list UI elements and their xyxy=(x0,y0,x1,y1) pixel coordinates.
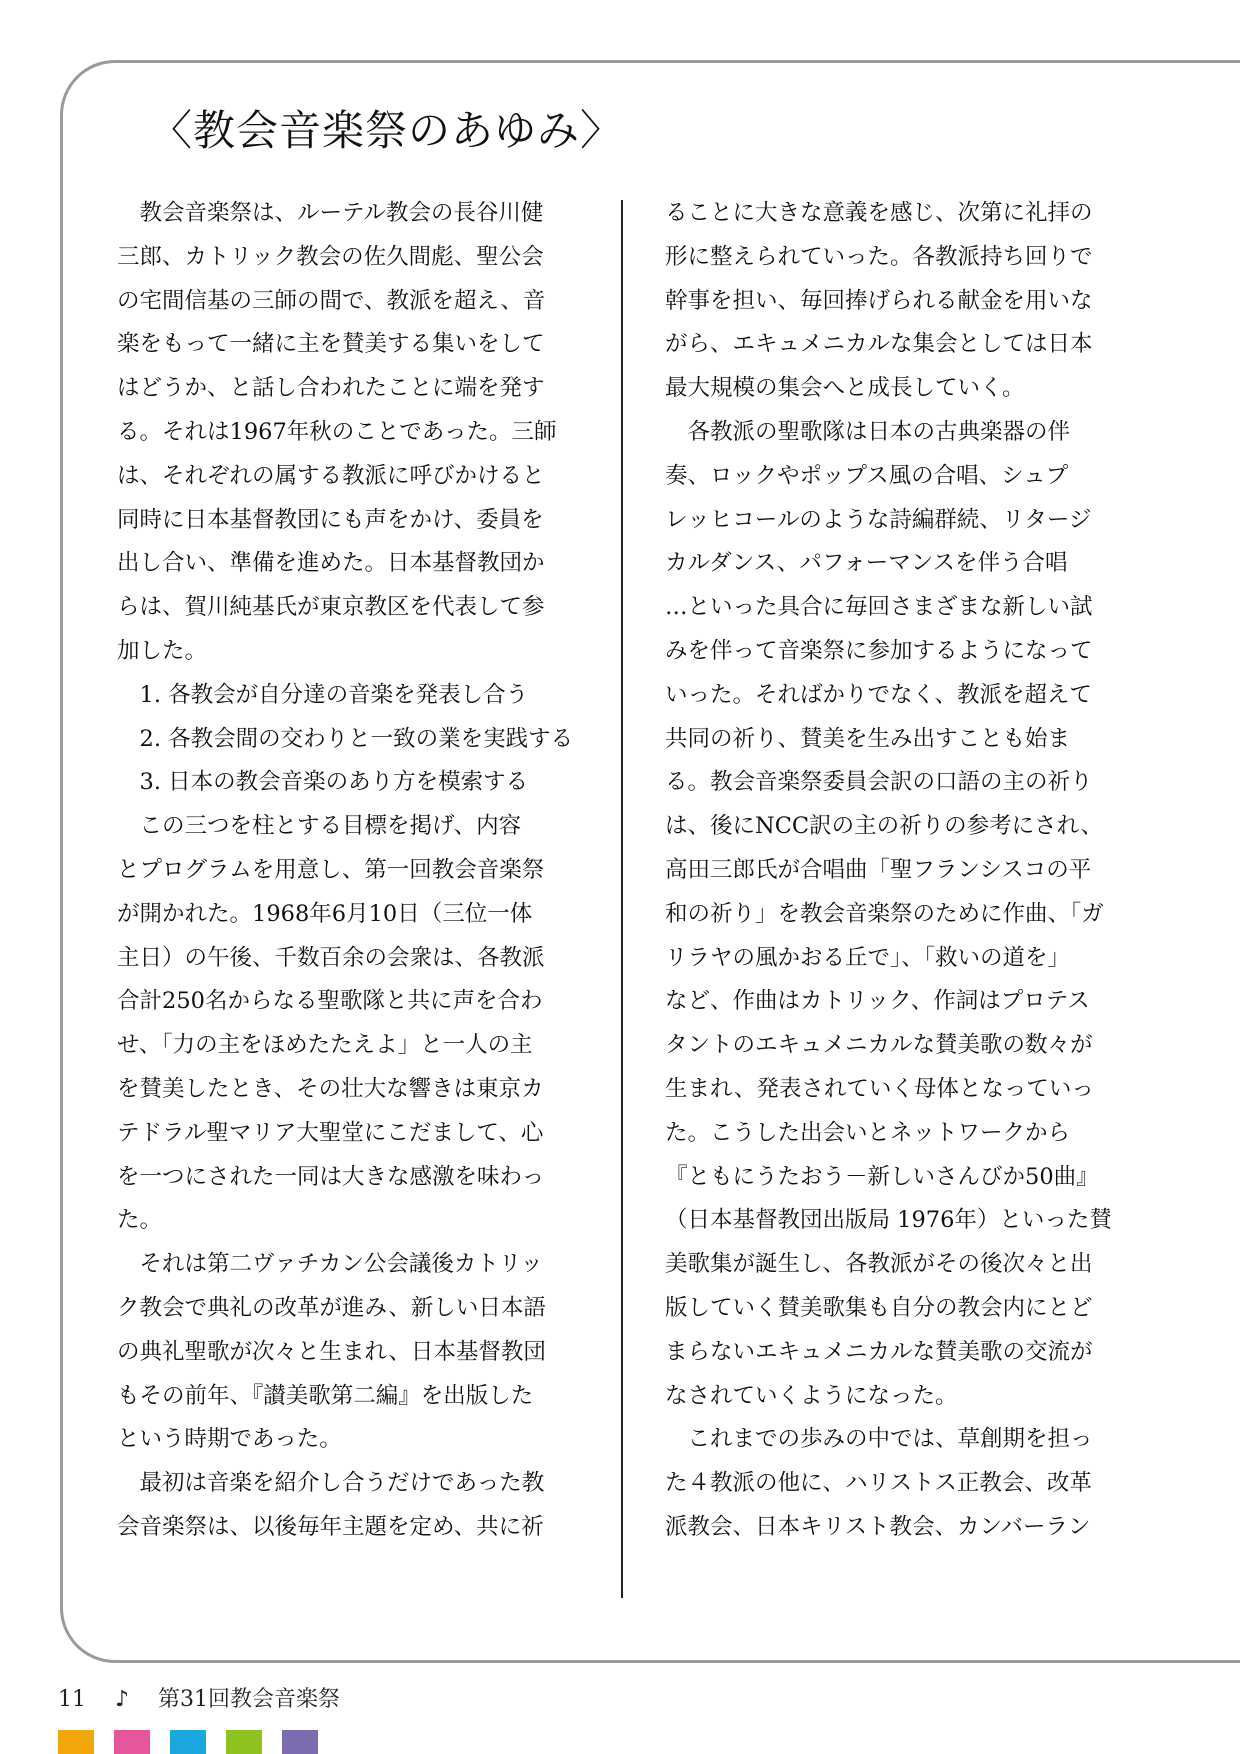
text-line: た。 xyxy=(117,1207,163,1234)
text-line: 会音楽祭は、以後毎年主題を定め、共に祈 xyxy=(117,1513,544,1540)
right-column xyxy=(665,192,1127,1550)
text-line: た４教派の他に、ハリストス正教会、改革 xyxy=(665,1470,1092,1497)
text-line: 主日）の午後、千数百余の会衆は、各教派 xyxy=(117,944,545,971)
text-line: リラヤの風かおる丘で」、「救いの道を」 xyxy=(665,944,1071,971)
text-line: ることに大きな意義を感じ、次第に礼拝の xyxy=(665,200,1093,226)
text-line: る。それは1967年秋のことであった。三師 xyxy=(117,418,557,445)
text-line: の宅間信基の三師の間で、教派を超え、音 xyxy=(117,287,546,314)
color-swatches xyxy=(58,1730,338,1754)
publication-name: 第31回教会音楽祭 xyxy=(158,1687,341,1712)
text-line: とプログラムを用意し、第一回教会音楽祭 xyxy=(117,856,545,883)
text-line: らは、賀川純基氏が東京教区を代表して参 xyxy=(117,594,545,621)
text-line: など、作曲はカトリック、作詞はプロテス xyxy=(665,988,1090,1015)
text-line: 派教会、日本キリスト教会、カンバーラン xyxy=(665,1513,1091,1540)
text-line: という時期であった。 xyxy=(117,1426,342,1453)
text-line: 最大規模の集会へと成長していく。 xyxy=(665,375,1025,402)
color-swatch xyxy=(114,1730,150,1754)
text-line: 和の祈り」を教会音楽祭のために作曲、「ガ xyxy=(665,900,1104,927)
text-line: 同時に日本基督教団にも声をかけ、委員を xyxy=(117,506,544,533)
text-line: それは第二ヴァチカン公会議後カトリッ xyxy=(117,1251,543,1278)
text-line: を一つにされた一同は大きな感激を味わっ xyxy=(117,1163,545,1190)
text-line: テドラル聖マリア大聖堂にこだまして、心 xyxy=(117,1119,544,1146)
text-line: せ、「力の主をほめたたえよ」と一人の主 xyxy=(117,1032,533,1059)
text-line: 合計250名からなる聖歌隊と共に声を合わ xyxy=(117,988,543,1015)
color-swatch xyxy=(226,1730,262,1754)
text-line: レッヒコールのような詩編群続、リタージ xyxy=(665,506,1092,533)
text-line: 各教派の聖歌隊は日本の古典楽器の伴 xyxy=(665,418,1071,445)
text-line: る。教会音楽祭委員会訳の口語の主の祈り xyxy=(665,769,1093,796)
text-line: 楽をもって一緒に主を賛美する集いをして xyxy=(117,331,545,358)
page-title: 〈教会音楽祭のあゆみ〉 xyxy=(150,106,624,155)
text-line: ク教会で典礼の改革が進み、新しい日本語 xyxy=(117,1294,546,1321)
text-line: まらないエキュメニカルな賛美歌の交流が xyxy=(665,1338,1093,1365)
page-number: 11 xyxy=(58,1687,86,1712)
music-note-icon: ♪ xyxy=(115,1687,130,1712)
text-line: 出し合い、準備を進めた。日本基督教団か xyxy=(117,550,545,577)
text-line: 美歌集が誕生し、各教派がその後次々と出 xyxy=(665,1251,1093,1278)
text-line: 幹事を担い、毎回捧げられる献金を用いな xyxy=(665,287,1093,314)
page-footer xyxy=(58,1682,362,1713)
text-line: がら、エキュメニカルな集会としては日本 xyxy=(665,331,1093,358)
color-swatch xyxy=(282,1730,318,1754)
text-line: いった。そればかりでなく、教派を超えて xyxy=(665,681,1093,708)
text-line: もその前年、『讃美歌第二編』を出版した xyxy=(117,1382,534,1409)
goal-item-3: 3. 日本の教会音楽のあり方を模索する xyxy=(117,769,529,796)
text-line: 加した。 xyxy=(117,637,208,664)
text-line: 形に整えられていった。各教派持ち回りで xyxy=(665,243,1093,270)
goal-item-2: 2. 各教会間の交わりと一致の業を実践する xyxy=(117,725,574,752)
text-line: はどうか、と話し合われたことに端を発す xyxy=(117,375,545,402)
text-line: を賛美したとき、その壮大な響きは東京カ xyxy=(117,1075,544,1102)
text-line: これまでの歩みの中では、草創期を担っ xyxy=(665,1426,1093,1453)
text-line: カルダンス、パフォーマンスを伴う合唱 xyxy=(665,550,1068,577)
text-line: 奏、ロックやポップス風の合唱、シュプ xyxy=(665,462,1069,489)
text-line: なされていくようになった。 xyxy=(665,1382,958,1409)
text-line: 教会音楽祭は、ルーテル教会の長谷川健 xyxy=(117,200,544,226)
text-line: は、それぞれの属する教派に呼びかけると xyxy=(117,462,545,489)
text-line: タントのエキュメニカルな賛美歌の数々が xyxy=(665,1032,1093,1059)
text-line: 共同の祈り、賛美を生み出すことも始ま xyxy=(665,725,1071,752)
text-line: は、後にNCC訳の主の祈りの参考にされ、 xyxy=(665,813,1103,840)
text-line: 生まれ、発表されていく母体となっていっ xyxy=(665,1075,1094,1102)
text-line: 『ともにうたおう－新しいさんびか50曲』 xyxy=(665,1163,1099,1190)
color-swatch xyxy=(170,1730,206,1754)
text-line: の典礼聖歌が次々と生まれ、日本基督教団 xyxy=(117,1338,546,1365)
text-line: が開かれた。1968年6月10日（三位一体 xyxy=(117,900,533,927)
column-divider xyxy=(621,200,623,1598)
text-line: 高田三郎氏が合唱曲「聖フランシスコの平 xyxy=(665,856,1092,883)
goal-item-1: 1. 各教会が自分達の音楽を発表し合う xyxy=(117,681,529,708)
text-line: 版していく賛美歌集も自分の教会内にとど xyxy=(665,1294,1093,1321)
color-swatch xyxy=(58,1730,94,1754)
text-line: この三つを柱とする目標を掲げ、内容 xyxy=(117,813,522,840)
text-line: 最初は音楽を紹介し合うだけであった教 xyxy=(117,1470,545,1497)
text-line: …といった具合に毎回さまざまな新しい試 xyxy=(665,594,1093,621)
left-column xyxy=(117,192,579,1550)
text-line: （日本基督教団出版局 1976年）といった賛 xyxy=(665,1207,1112,1234)
text-line: 三郎、カトリック教会の佐久間彪、聖公会 xyxy=(117,243,544,270)
text-line: た。こうした出会いとネットワークから xyxy=(665,1119,1071,1146)
text-line: みを伴って音楽祭に参加するようになって xyxy=(665,637,1093,664)
